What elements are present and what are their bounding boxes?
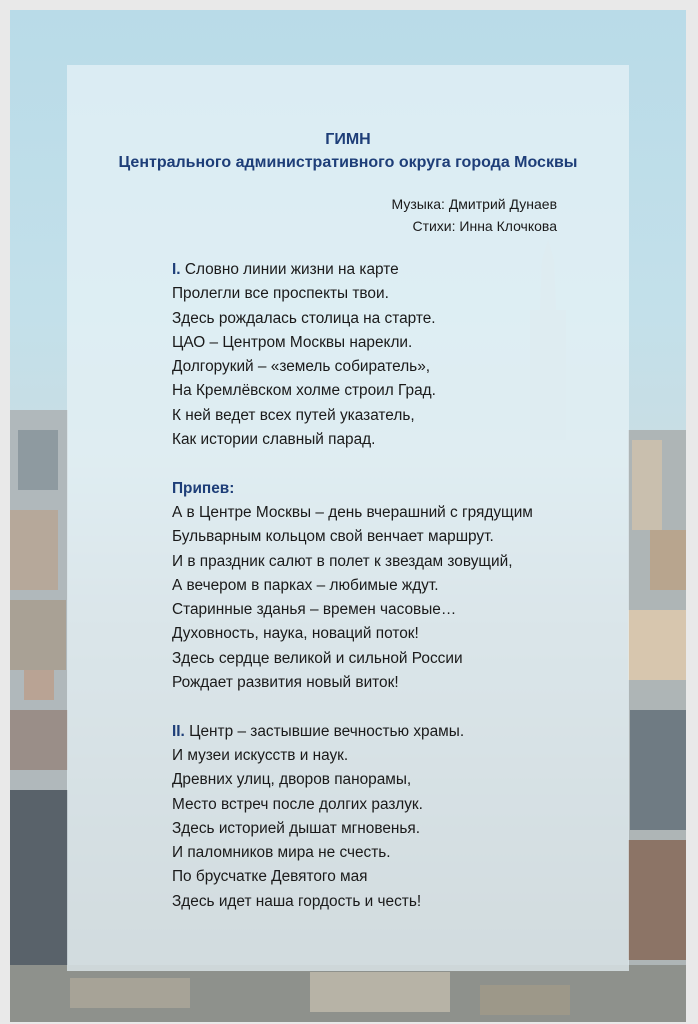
verse-line: Древних улиц, дворов панорамы, <box>172 771 412 789</box>
title-line-2: Центрального административного округа города Москвы <box>118 154 578 171</box>
verse-line: II. Центр – застывшие вечностью храмы. <box>172 722 465 740</box>
verse-line: I. Словно линии жизни на карте <box>172 261 399 278</box>
verse-line: Как истории славный парад. <box>172 431 376 449</box>
verse-line: Пролегли все проспекты твои. <box>172 285 389 303</box>
chorus-line: И в праздник салют в полет к звездам зовущий, <box>172 552 513 570</box>
anthem-title <box>67 128 629 174</box>
verse-line: И паломников мира не счесть. <box>172 844 391 862</box>
chorus-line: Рождает развития новый виток! <box>172 674 399 692</box>
music-credit: Музыка: Дмитрий Дунаев <box>391 196 557 212</box>
verse-2 <box>172 720 533 914</box>
verse-line: Место встреч после долгих разлук. <box>172 795 423 813</box>
chorus-line: Бульварным кольцом свой венчает маршрут. <box>172 528 494 546</box>
credits <box>392 193 557 237</box>
anthem-text <box>172 258 533 938</box>
verse-line: Здесь рождалась столица на старте. <box>172 309 436 327</box>
verse-line: На Кремлёвском холме строил Град. <box>172 382 436 400</box>
title-line-1: ГИМН <box>325 131 371 148</box>
chorus-heading: Припев: <box>172 479 235 497</box>
chorus-line: А в Центре Москвы – день вчерашний с грядущим <box>172 503 533 521</box>
verse-line: ЦАО – Центром Москвы нарекли. <box>172 333 413 351</box>
verse-line: По брусчатке Девятого мая <box>172 868 368 886</box>
lyrics-credit: Стихи: Инна Клочкова <box>412 218 557 234</box>
chorus-line: Здесь сердце великой и сильной России <box>172 649 463 667</box>
verse-number: I. <box>172 261 181 278</box>
chorus-line: А вечером в парках – любимые ждут. <box>172 576 439 594</box>
verse-line: Здесь идет наша гордость и честь! <box>172 892 422 910</box>
anthem-panel <box>67 65 629 971</box>
chorus-line: Духовность, наука, новаций поток! <box>172 625 419 643</box>
verse-1 <box>172 258 533 452</box>
chorus <box>172 477 533 696</box>
verse-line: К ней ведет всех путей указатель, <box>172 406 415 424</box>
verse-line: И музеи искусств и наук. <box>172 746 349 764</box>
verse-line: Долгорукий – «земель собиратель», <box>172 358 431 376</box>
verse-number: II. <box>172 722 185 740</box>
chorus-line: Старинные зданья – времен часовые… <box>172 601 457 619</box>
verse-line: Здесь историей дышат мгновенья. <box>172 819 421 837</box>
